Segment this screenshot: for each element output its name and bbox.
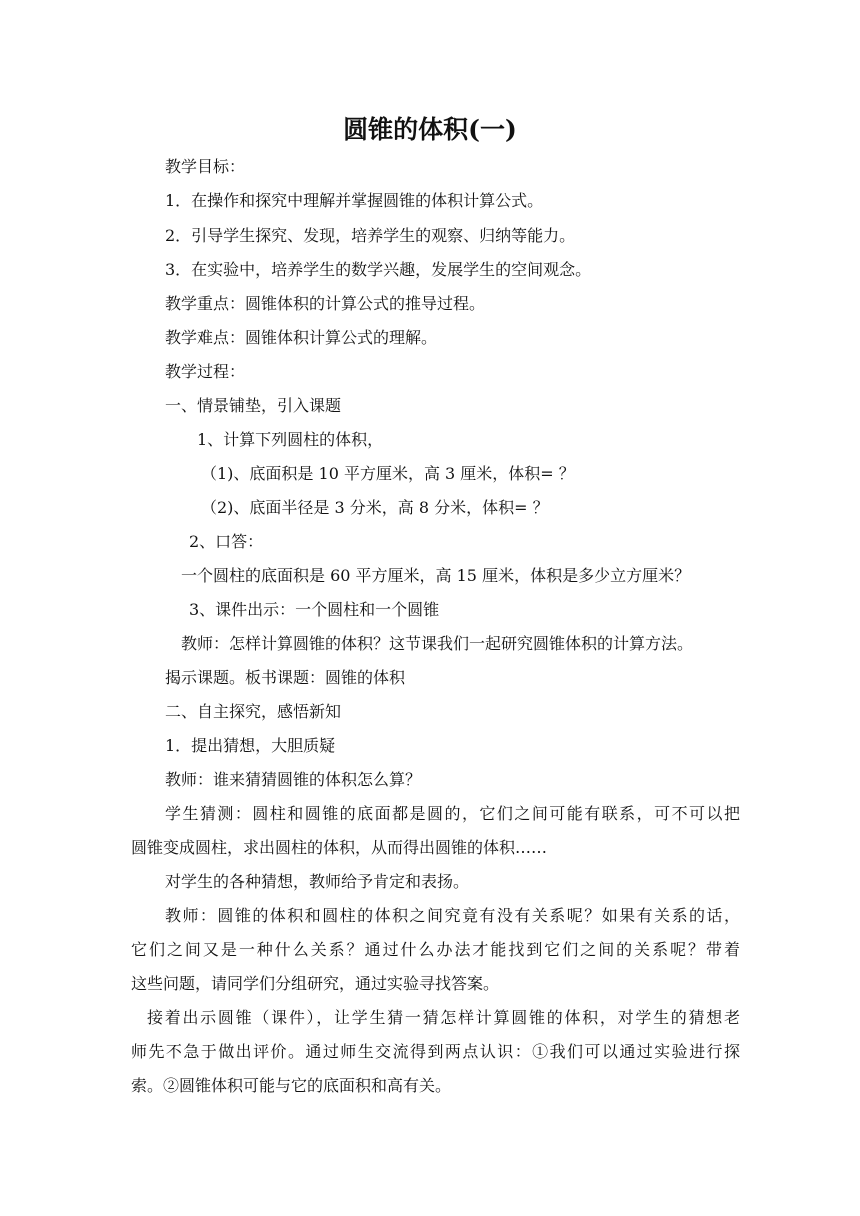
text-line: 学生猜测：圆柱和圆锥的底面都是圆的，它们之间可能有联系，可不可以把 bbox=[165, 804, 740, 823]
text-line: 一个圆柱的底面积是 60 平方厘米，高 15 厘米，体积是多少立方厘米？ bbox=[181, 566, 691, 585]
text-line: 揭示课题。板书课题：圆锥的体积 bbox=[165, 668, 406, 687]
text-line: 教师：怎样计算圆锥的体积？这节课我们一起研究圆锥体积的计算方法。 bbox=[181, 634, 694, 653]
text-line: 教学过程： bbox=[165, 362, 246, 381]
text-line: 它们之间又是一种什么关系？通过什么办法才能找到它们之间的关系呢？带着 bbox=[131, 940, 740, 959]
text-line: 这些问题，请同学们分组研究，通过实验寻找答案。 bbox=[131, 974, 500, 993]
text-line: 圆锥变成圆柱，求出圆柱的体积，从而得出圆锥的体积…… bbox=[131, 838, 548, 857]
text-line: 对学生的各种猜想，教师给予肯定和表扬。 bbox=[165, 872, 470, 891]
document-title: 圆锥的体积(一) bbox=[343, 115, 517, 144]
text-line: 教师：谁来猜猜圆锥的体积怎么算？ bbox=[165, 770, 422, 789]
text-line: 3、课件出示：一个圆柱和一个圆锥 bbox=[189, 600, 440, 619]
text-line: 教学难点：圆锥体积计算公式的理解。 bbox=[165, 328, 438, 347]
text-line: 1．在操作和探究中理解并掌握圆锥的体积计算公式。 bbox=[165, 191, 544, 210]
text-line: 教学重点：圆锥体积的计算公式的推导过程。 bbox=[165, 294, 486, 313]
text-line: 教学目标： bbox=[165, 157, 246, 176]
text-line: 师先不急于做出评价。通过师生交流得到两点认识：①我们可以通过实验进行探 bbox=[131, 1042, 740, 1061]
text-line: 1．提出猜想，大胆质疑 bbox=[165, 736, 336, 755]
text-line: 教师：圆锥的体积和圆柱的体积之间究竟有没有关系呢？如果有关系的话， bbox=[165, 906, 740, 925]
text-line: 2．引导学生探究、发现，培养学生的观察、归纳等能力。 bbox=[165, 226, 576, 245]
text-line: 1、计算下列圆柱的体积， bbox=[197, 430, 384, 449]
text-line: （1)、底面积是 10 平方厘米，高 3 厘米，体积= ？ bbox=[201, 464, 575, 483]
text-line: 索。②圆锥体积可能与它的底面积和高有关。 bbox=[131, 1076, 452, 1095]
text-line: 接着出示圆锥（课件），让学生猜一猜怎样计算圆锥的体积，对学生的猜想老 bbox=[147, 1008, 740, 1027]
text-line: （2)、底面半径是 3 分米，高 8 分米，体积= ？ bbox=[201, 498, 549, 517]
text-line: 3．在实验中，培养学生的数学兴趣，发展学生的空间观念。 bbox=[165, 260, 592, 279]
section-heading: 一、情景铺垫，引入课题 bbox=[165, 396, 342, 415]
text-line: 2、口答： bbox=[189, 532, 264, 551]
section-heading: 二、自主探究，感悟新知 bbox=[165, 702, 342, 721]
